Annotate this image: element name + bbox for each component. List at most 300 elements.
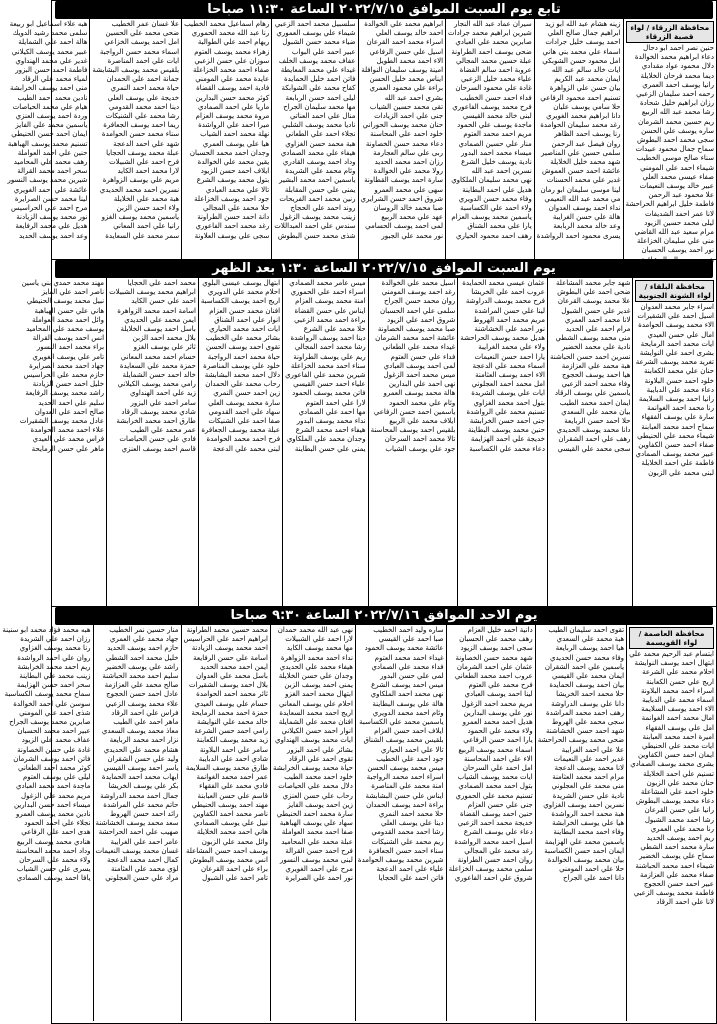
candidate-name: امينة يوسف سليمان النوافلة xyxy=(361,66,444,75)
candidate-name: عبير احمد حسن الحجوج xyxy=(643,880,714,889)
candidate-name: عبير محمد يوسف الكيلاني xyxy=(11,47,88,56)
candidate-name: الاء احمد محمد الطويل xyxy=(376,56,444,65)
candidate-name: عبير محمد يوسف الصمادي xyxy=(635,450,714,459)
candidate-name: عامر احمد علي الغرايبة xyxy=(110,837,179,846)
candidate-name: سهى علي محمد العمرو xyxy=(374,185,444,194)
candidate-name: رغد محمد احمد الفاعوري xyxy=(195,222,270,231)
candidate-name: صهيب علي احمد الحراحشة xyxy=(98,828,179,837)
candidate-name: شهد محمد حسن الخصاونة xyxy=(455,653,533,662)
candidate-name: عبلة محمد يوسف الحجايا xyxy=(106,148,180,157)
candidate-name: سعد محمد يوسف الخشاشنة xyxy=(95,819,179,828)
candidate-name: رحاب محمد علي الحمدان xyxy=(205,380,281,389)
candidate-name: هديل احمد محمد العمرو xyxy=(462,718,533,727)
candidate-name: كوثر محمد حسن البدارين xyxy=(195,93,270,102)
candidate-name: فرح احمد علي الشبيلات xyxy=(109,158,180,167)
candidate-name: ايناس علي حسن القضاة xyxy=(294,306,366,315)
candidate-name: دانة احمد حسن الطراونة xyxy=(197,213,270,222)
candidate-name: سماح علي يوسف الخضير xyxy=(639,852,714,861)
candidate-name: ياسر احمد يوسف القيسي xyxy=(103,764,179,773)
candidate-name: فاتن احمد خليل الحمايدة xyxy=(283,75,356,84)
names-column xyxy=(535,625,626,1021)
candidate-name: تقى محمد حسين الشياب xyxy=(369,102,444,111)
candidate-name: عايدة محمد علي المومني xyxy=(195,75,270,84)
candidate-name: فادي علي حسن الحياصات xyxy=(119,435,196,444)
candidate-name: عائشة علي احمد الغويري xyxy=(13,185,88,194)
names-column xyxy=(198,278,282,606)
candidate-name: سوزان علي حسن الزعبي xyxy=(194,56,270,65)
candidate-name: هالة محمد يوسف العمرو xyxy=(383,389,456,398)
candidate-name: ريهام احمد علي الطوالبة xyxy=(197,38,270,47)
candidate-name: طارق محمد يوسف السلايمة xyxy=(185,764,268,773)
candidate-name: سناء احمد حسن الجعافرة xyxy=(368,846,444,855)
candidate-name: فاتن محمد يوسف الحمود xyxy=(292,389,366,398)
candidate-name: رانيا علي احمد المعاني xyxy=(113,222,180,231)
candidate-name: اسماء محمد حسن الرواجبة xyxy=(99,47,180,56)
candidate-name: نجلاء علي احمد الحمود xyxy=(24,819,91,828)
candidate-name: غدير علي محمد الهنداوي xyxy=(15,56,88,65)
names-column xyxy=(181,625,270,1021)
candidate-name: فراس محمد علي العيدي xyxy=(32,435,105,444)
candidate-name: رشا محمد عبد الله الربيع xyxy=(641,108,714,117)
candidate-name: لارا احمد علي الشبيلات xyxy=(285,635,353,644)
candidate-name: هيفاء محمد علي الحديدي xyxy=(279,662,353,671)
candidate-name: فرح احمد محمد الحوامدة xyxy=(206,435,281,444)
candidate-name: لمى احمد يوسف العبادي xyxy=(383,361,456,370)
candidate-name: صبا محمد خالد الروسان xyxy=(373,204,444,213)
candidate-name: نداء احمد يوسف العدوان xyxy=(548,204,621,213)
candidate-name: لانا علي احمد الرقاد xyxy=(656,898,714,907)
candidate-name: نبيل محمد يوسف الحنيطي xyxy=(26,297,105,306)
candidate-name: تقوى احمد يوسف الحسن xyxy=(205,343,281,352)
candidate-name: رغد محمد علي المجالي xyxy=(464,846,533,855)
candidate-name: ياسمين محمد علي الهزايمة xyxy=(544,837,625,846)
candidate-name: مروة محمد يوسف العزام xyxy=(195,112,270,121)
candidate-name: وفاء محمد حسن الحديدي xyxy=(549,653,625,662)
candidate-name: ايات محمد يوسف الهنداوي xyxy=(275,736,353,745)
names-column xyxy=(445,19,534,259)
candidate-name: احمد محمد يوسف الزيادنة xyxy=(191,644,268,653)
candidate-name: اسامة احمد محمد الزواهرة xyxy=(117,306,196,315)
candidate-name: وعد خالد محمد الربابعة xyxy=(553,222,621,231)
candidate-name: الاء محمد يوسف الحوامدة xyxy=(638,321,714,330)
names-column xyxy=(626,625,716,1021)
candidate-name: شيماء احمد علي المومني xyxy=(640,163,714,172)
candidate-name: نور احمد علي الخشاشنة xyxy=(474,325,545,334)
candidate-name: نادين محمد يوسف العمرو xyxy=(15,810,91,819)
candidate-name: عادل محمد يوسف الشقيرات xyxy=(19,417,105,426)
candidate-name: اريج احمد محمد السعايدة xyxy=(279,708,353,717)
candidate-name: جود علي يوسف الشياب xyxy=(385,444,456,453)
candidate-name: اسماء محمد علي الدعجة xyxy=(472,361,545,370)
candidate-name: سارة علي يوسف الفقهاء xyxy=(641,413,714,422)
candidate-name: عهد علي محمد الربيع xyxy=(381,213,444,222)
candidate-name: دانا احمد علي الجراح xyxy=(563,874,625,883)
candidate-name: جمال احمد محمد الدراوشة xyxy=(100,791,179,800)
candidate-name: تسنيم احمد محمود الرفاعي xyxy=(540,93,621,102)
candidate-name: سهاد علي احمد القدومي xyxy=(208,407,281,416)
candidate-name: ماريا علي احمد الصمادي xyxy=(197,102,270,111)
candidate-name: هيا احمد يوسف الربايعة xyxy=(555,644,625,653)
candidate-name: هديل علي احمد البطاينة xyxy=(462,185,532,194)
candidate-name: مريم علي يوسف الزواهرة xyxy=(102,176,180,185)
candidate-name: عبير خالد يوسف النعيمات xyxy=(639,182,714,191)
candidate-name: اسامة علي حسن الرفايعة xyxy=(193,653,268,662)
candidate-name: زيد محمد يوسف الكعابنة xyxy=(196,736,268,745)
candidate-name: لمى علي حسن البدور xyxy=(380,672,444,681)
candidate-name: منى محمد علي العجلوني xyxy=(551,782,625,791)
candidate-name: خالد محمد علي النوايشة xyxy=(197,718,268,727)
candidate-name: حلا محمد علي المجالي xyxy=(202,204,270,213)
candidate-name: ميساء محمد احمد البدور xyxy=(460,148,532,157)
candidate-name: سلسبيل محمد احمد الزعبي xyxy=(274,20,356,28)
candidate-name: رشا محمد علي الشنيكات xyxy=(105,112,180,121)
candidate-name: ميرا احمد علي الرواشدة xyxy=(198,121,270,130)
candidate-name: لينا محمد حسن الصرايرة xyxy=(14,194,88,203)
candidate-name: براء علي احمد القرعان xyxy=(200,865,268,874)
candidate-name: دينا احمد يوسف الرواشدة xyxy=(290,334,366,343)
candidate-name: ايات محمد احمد الرمايحة xyxy=(640,339,714,348)
candidate-name: كمال احمد محمد الدعجة xyxy=(107,856,179,865)
candidate-name: عفاف محمد يوسف الخلف xyxy=(278,56,356,65)
candidate-name: ايمن احمد محمد الحديد xyxy=(200,662,268,671)
candidate-name: عفاف محمد علي الزيود xyxy=(21,736,91,745)
candidate-name: الاء احمد يوسف العثامنة xyxy=(475,371,545,380)
candidate-name: زينب محمد علي البطاينة xyxy=(19,672,91,681)
candidate-name: غيداء محمد علي الطعاني xyxy=(382,343,456,352)
candidate-name: بتول احمد محمد الغزاوي xyxy=(473,398,545,407)
candidate-name: شيرين محمد يوسف الحوامدة xyxy=(357,856,444,865)
candidate-name: نهلة محمد احمد الشياب xyxy=(200,130,270,139)
candidate-name: دينا علي يوسف العلي xyxy=(381,819,444,828)
names-column xyxy=(270,625,355,1021)
candidate-name: رشا محمد احمد المجالي xyxy=(294,343,366,352)
candidate-name: فداء محمد علي الصمادي xyxy=(371,662,444,671)
candidate-name: اسيل احمد علي الشقيرات xyxy=(637,312,714,321)
names-column xyxy=(18,278,106,606)
candidate-name: هيام علي محمد الحياصات xyxy=(12,102,88,111)
candidate-name: هيا علي يوسف الخرابشة xyxy=(552,819,625,828)
candidate-name: وجدان محمد علي الملكاوي xyxy=(286,435,366,444)
candidate-name: لارا علي احمد العتوم xyxy=(305,398,366,407)
candidate-name: حنان محمد يوسف الحوراني xyxy=(362,121,444,130)
candidate-name: حنين احمد يوسف القضاة xyxy=(459,810,533,819)
candidate-name: صفاء احمد حسن الكفاوين xyxy=(638,441,714,450)
candidate-name: نادين محمد احمد الطيب xyxy=(17,93,88,102)
candidate-name: ابراهيم محمد علي الخوالدة xyxy=(364,20,444,28)
candidate-name: انس احمد يوسف القرالة xyxy=(32,334,105,343)
candidate-name: عائشة محمد يوسف الحمود xyxy=(364,644,444,653)
candidate-name: جود احمد يوسف الخزاعلة xyxy=(194,194,270,203)
candidate-name: ايمان محمد علي القيسي xyxy=(552,672,625,681)
candidate-name: براءة احمد محمد الزعبي xyxy=(294,315,366,324)
candidate-name: هبة محمد حسن الغزاوي xyxy=(285,139,356,148)
candidate-name: معاذ محمد يوسف السعدي xyxy=(101,727,179,736)
candidate-name: بشرى احمد عبد الله xyxy=(384,93,444,102)
candidate-name: نور احمد علي الصرايرة xyxy=(285,874,353,883)
section-banner: يوم الاحد الموافق ٢٠٢٢/٧/١٦ الساعة ٩:٣٠ صباحا xyxy=(55,607,713,625)
candidate-name: روان احمد حسن الطراونة xyxy=(457,856,533,865)
schedule-section-3 xyxy=(2,607,716,1023)
candidate-name: عائشة احمد محمد الشرمان xyxy=(375,334,456,343)
candidate-name: منى محمد يوسف الشطي xyxy=(555,334,631,343)
candidate-name: ياسمين محمد يوسف الغزو xyxy=(101,213,180,222)
candidate-name: اسراء جابر محمد العدوان xyxy=(640,303,714,311)
candidate-name: عمر محمد علي الطيب xyxy=(130,426,196,435)
candidate-name: دانا محمد يوسف الحديدي xyxy=(556,426,631,435)
candidate-name: قاسم احمد يوسف العنزي xyxy=(121,444,196,453)
candidate-name: تسنيم محمد علي الرواشدة xyxy=(466,407,545,416)
candidate-name: روان فيصل عبد الرحمن xyxy=(551,139,621,148)
candidate-name: نهى محمد سليمان الملكاوي xyxy=(451,176,532,185)
candidate-name: نور محمد علي الجبور xyxy=(381,231,444,240)
candidate-name: غدير احمد علي النعيمات xyxy=(553,754,625,763)
candidate-name: عروبة احمد سالم القضاة xyxy=(459,66,532,75)
candidate-name: نسرين احمد حسن الحباشنة xyxy=(549,352,631,361)
names-column xyxy=(446,625,535,1021)
candidate-name: خليل محمد احمد الشطي xyxy=(105,653,179,662)
candidate-name: مها احمد علي الصمادي xyxy=(298,407,366,416)
candidate-name: ريما احمد يوسف الجعافرة xyxy=(103,121,180,130)
candidate-name: نداء احمد محمد الزواهرة xyxy=(280,653,353,662)
candidate-name: نادية علي حسن الشريدة xyxy=(552,791,625,800)
candidate-name: رهف محمد علي المحاميد xyxy=(13,158,88,167)
candidate-name: الاء احمد يوسف السلايمة xyxy=(641,705,714,714)
candidate-name: هيفاء علي محمد الصمادي xyxy=(280,148,356,157)
candidate-name: هدى احمد علي الرفاعي xyxy=(21,828,91,837)
candidate-name: منار علي حسين الصمادي xyxy=(458,139,532,148)
candidate-name: رامي محمد يوسف الكيلاني xyxy=(117,380,196,389)
candidate-name: هيا احمد يوسف الحجوج xyxy=(561,371,631,380)
candidate-name: جنى احمد حسن الخرابشة xyxy=(469,417,545,426)
candidate-name: حياة محمد احمد النمري xyxy=(110,84,180,93)
candidate-name: هبة محمد علي السعدي xyxy=(556,635,625,644)
candidate-name: عادل احمد حسن الحجوج xyxy=(106,690,179,699)
candidate-name: رنين محمد احمد الفريحات xyxy=(279,194,356,203)
candidate-name: ساره وليد احمد الخطيب xyxy=(373,626,444,634)
names-grid xyxy=(19,278,716,606)
candidate-name: فداء علي حسن العتوم xyxy=(390,352,456,361)
candidate-name: خلود احمد حسن البلاونة xyxy=(644,376,714,385)
candidate-name: قاسم علي حسن العبابنة xyxy=(197,791,268,800)
candidate-name: ضحى يوسف احمد الطراونة xyxy=(451,47,532,56)
candidate-name: ياسمين احمد حسن الرفاعي xyxy=(373,407,456,416)
candidate-name: سليم علي احمد الحديد xyxy=(38,398,105,407)
names-column xyxy=(623,19,716,264)
candidate-name: سلمى محمد يوسف الخزاعلة xyxy=(448,865,533,874)
candidate-name: ايات محمد يوسف الشياب xyxy=(457,773,533,782)
candidate-name: ميس عامر محمد الصمادي xyxy=(289,279,366,287)
candidate-name: زينه هشام عبد الله ابو زيد xyxy=(545,20,621,28)
candidate-name: دانا ابراهيم محمد الغويري xyxy=(546,112,621,121)
candidate-name: شيرين محمد يوسف النسور xyxy=(7,176,88,185)
candidate-name: علا محمد يوسف القرعان xyxy=(557,297,631,306)
candidate-name: مهند محمد حمدي بني ياسين xyxy=(21,279,105,287)
candidate-name: فاطمة خليل ابراهيم الحراحشة xyxy=(625,200,714,209)
candidate-name: وائل محمد علي الزبون xyxy=(201,837,268,846)
candidate-name: ماجدة احمد محمد العبادي xyxy=(16,782,91,791)
candidate-name: حلا محمد احمد النمري xyxy=(378,810,444,819)
candidate-name: جود احمد علي الخطيب xyxy=(376,754,444,763)
candidate-name: رحمه احمد سليمان الزعبي xyxy=(636,90,714,99)
candidate-name: اسيل علي حسن الرفاعي xyxy=(369,47,444,56)
candidate-name: اسراء احمد محمد البلاونة xyxy=(640,686,714,695)
candidate-name: وئام علي محمد الحمود xyxy=(389,398,456,407)
candidate-name: سارة محمد احمد الشطي xyxy=(640,843,714,852)
candidate-name: اريج احمد يوسف الكساسبة xyxy=(200,297,281,306)
candidate-name: زين احمد يوسف الفايز xyxy=(287,800,353,809)
region-header: محافظة العاصمة / لواء القويسمة xyxy=(629,627,714,649)
schedule-section-1 xyxy=(7,1,716,264)
candidate-name: ايلاف احمد حسن الزيود xyxy=(200,167,270,176)
schedule-section-2 xyxy=(19,260,716,607)
candidate-name: نزار احمد محمد الربايعة xyxy=(109,736,179,745)
candidate-name: هالة علي حسن الغرايبة xyxy=(552,213,621,222)
exam-schedule-page xyxy=(2,0,717,1024)
candidate-name: غدير علي حسن الشبول xyxy=(561,306,631,315)
candidate-name: شهد علي احمد الدعجة xyxy=(113,139,180,148)
candidate-name: سارة محمد احمد الحنيطي xyxy=(276,810,353,819)
candidate-name: حلا علي احمد المومني xyxy=(559,865,625,874)
candidate-name: ياسمين احمد محمد البشير xyxy=(279,176,356,185)
names-column xyxy=(358,19,446,259)
candidate-name: ساره يوسف علي الحسن xyxy=(641,126,714,135)
candidate-name: ولاء محمد علي السرحان xyxy=(19,856,91,865)
candidate-name: فاتن احمد يوسف الشرمان xyxy=(13,754,91,763)
candidate-name: هبة محمد علي الخلايلة xyxy=(113,194,180,203)
candidate-name: نهى محمد احمد الملكاوي xyxy=(370,690,444,699)
candidate-name: دلال محمود عواد مقدادي xyxy=(641,62,714,71)
candidate-name: عبلة حسين محمد المجالي xyxy=(456,56,532,65)
candidate-name: تالا علي محمد العبادي xyxy=(205,185,270,194)
candidate-name: الاء علي احمد المحاسنة xyxy=(463,754,533,763)
candidate-name: احلام محمد علي الشرعة xyxy=(642,668,714,677)
candidate-name: سماح محمد يوسف الكساسبة xyxy=(4,690,91,699)
candidate-name: مها محمد يوسف الكايد xyxy=(286,644,353,653)
candidate-name: تسنيم علي احمد الخلايلة xyxy=(643,769,714,778)
candidate-name: خلود احمد محمد الطيب xyxy=(284,773,353,782)
candidate-name: رهام اسماعيل محمد الخطيب xyxy=(184,20,270,28)
candidate-name: اسيل محمد علي الخوالدة xyxy=(381,279,456,287)
candidate-name: صفا احمد علي الشنيكات xyxy=(208,417,281,426)
candidate-name: زين احمد حسن النمري xyxy=(213,389,281,398)
candidate-name: سمر محمد علي السعايدة xyxy=(105,231,180,240)
candidate-name: حازم محمد علي الحراسيس xyxy=(23,371,105,380)
candidate-name: يارا احمد حسن الرفاعي xyxy=(463,736,533,745)
candidate-name: سناء صالح موسى الخطيب xyxy=(636,154,714,163)
candidate-name: وعد احمد يوسف الحديد xyxy=(18,231,88,240)
candidate-name: صفا احمد محمد العواملة xyxy=(281,828,353,837)
candidate-name: زينب محمد يوسف الزغول xyxy=(279,213,356,222)
candidate-name: علاء احمد محمد الحوامدة xyxy=(30,426,105,435)
candidate-name: حسام احمد محمد المعاني xyxy=(120,352,196,361)
names-column xyxy=(282,278,368,606)
candidate-name: سامر احمد علي البزور xyxy=(130,398,196,407)
candidate-name: وفاء محمد احمد الزعبي xyxy=(561,380,631,389)
candidate-name: علا علي احمد الغرايبة xyxy=(561,745,625,754)
candidate-name: كفاح محمد علي الشوابكة xyxy=(281,84,356,93)
candidate-name: فاطمة علي احمد الخلايلة xyxy=(641,459,714,468)
candidate-name: هنادي محمد يوسف الربيع xyxy=(16,837,91,846)
candidate-name: هالة علي يوسف البطاينة xyxy=(372,699,444,708)
candidate-name: ولاء علي محمد الغرايبة xyxy=(478,343,545,352)
candidate-name: احمد يوسف خليل جرادات xyxy=(545,38,621,47)
candidate-name: امال محمد احمد الغوانمة xyxy=(641,714,714,723)
candidate-name: عروب احمد محمد الطعاني xyxy=(454,672,533,681)
candidate-name: سليم احمد محمد الحباشنة xyxy=(102,672,179,681)
candidate-name: شروق احمد علي الزيود xyxy=(387,315,456,324)
candidate-name: مريم محمد احمد الزغول xyxy=(461,699,533,708)
candidate-name: فرح محمد يوسف الفاعوري xyxy=(452,102,532,111)
candidate-name: صفاء احمد محمد الخزاعلة xyxy=(193,66,270,75)
candidate-name: حاتم محمد علي المراشدة xyxy=(103,800,179,809)
candidate-name: وليد علي حسن الشقران xyxy=(107,754,179,763)
candidate-name: اسراء محمد احمد القرعان xyxy=(366,38,444,47)
candidate-name: حنان محمد علي الزبون xyxy=(646,778,714,787)
candidate-name: شيماء محمد علي الحنيطي xyxy=(637,431,714,440)
candidate-name: ايات علي يوسف الشريدة xyxy=(471,389,545,398)
candidate-name: ابراهيم احمد علي الحراسيس xyxy=(183,635,268,644)
candidate-name: ايناس محمد خليل الحسن xyxy=(369,75,444,84)
candidate-name: شذى محمد حسن البطوش xyxy=(277,231,356,240)
candidate-name: ليلى احمد حسن الربابعة xyxy=(285,93,356,102)
candidate-name: سارة احمد يوسف القطاونة xyxy=(364,176,444,185)
candidate-name: سجى محمد احمد البطوش xyxy=(637,136,714,145)
candidate-name: امل علي يوسف الفقهاء xyxy=(645,723,714,732)
candidate-name: حلا احمد حسن الربايعة xyxy=(564,417,631,426)
candidate-name: شهد احمد حسن الخشاشنة xyxy=(546,727,625,736)
candidate-name: ميس محمد احمد الزغول xyxy=(383,371,456,380)
candidate-name: فرح محمد يوسف الدراوشة xyxy=(465,297,545,306)
candidate-name: بلقيس احمد يوسف المحاسنة xyxy=(370,426,456,435)
candidate-name: رهف علي احمد الشقران xyxy=(558,435,631,444)
candidate-name: رنا عبد الله محمد الحموري xyxy=(191,29,270,38)
candidate-name: اميرة احمد محمد العبابنة xyxy=(642,732,714,741)
candidate-name: جنى علي حسن العزام xyxy=(467,800,533,809)
candidate-name: يسرى محمود احمد الرواشدة xyxy=(536,231,621,240)
candidate-name: باسل احمد يوسف الخلايلة xyxy=(120,325,196,334)
candidate-name: ايمان محمد عبد الكريم xyxy=(554,75,621,84)
candidate-name: احمد خالد يوسف العلي xyxy=(375,29,444,38)
candidate-name: اسماء محمد علي الدبايبة xyxy=(642,696,714,705)
candidate-name: رهف احمد محمد المراشدة xyxy=(545,708,625,717)
candidate-name: عثمان عيسى محمد الحمايدة xyxy=(462,279,545,287)
candidate-name: دلال احمد محمد البشابشة xyxy=(204,371,281,380)
candidate-name: سحر احمد محمد القرالة xyxy=(17,167,88,176)
candidate-name: احلام محمد علي الدويري xyxy=(207,288,281,297)
candidate-name: رائد احمد حسن الهروط xyxy=(109,810,179,819)
candidate-name: خلود علي يوسف المناصرة xyxy=(203,361,281,370)
candidate-name: مريم احمد محمد العتوم xyxy=(463,130,532,139)
candidate-name: رولا محمد علي الخوالدة xyxy=(373,167,444,176)
candidate-name: وردة احمد يوسف العنزي xyxy=(15,112,88,121)
candidate-name: نور محمد يوسف الزيادنة xyxy=(16,213,88,222)
candidate-name: اسيل احمد محمد الرواشدة xyxy=(454,837,533,846)
candidate-name: بيان احمد يوسف الحمايدة xyxy=(549,681,625,690)
candidate-name: هاني احمد محمد الخلايلة xyxy=(196,828,268,837)
candidate-name: علياء علي احمد الدعجة xyxy=(376,865,444,874)
candidate-name: ايات احمد محمد الحياري xyxy=(209,325,281,334)
candidate-name: يمنى علي حسن البطاينة xyxy=(294,444,366,453)
candidate-name: رهف احمد محمود الحياري xyxy=(456,231,532,240)
candidate-name: ضحى محمد يوسف الحراحشة xyxy=(537,736,625,745)
candidate-name: عبلة محمد علي المحاميد xyxy=(281,837,353,846)
candidate-name: مي محمد عبد الله النعيمي xyxy=(544,194,621,203)
candidate-name: سامر علي احمد البلاونة xyxy=(199,745,268,754)
candidate-name: دعاء علي يوسف الشرع xyxy=(463,828,533,837)
candidate-name: سماح احمد محمد العبابنة xyxy=(641,422,714,431)
candidate-name: نداء محمد يوسف البدور xyxy=(296,417,366,426)
candidate-name: وجدان علي حسن الخلايلة xyxy=(278,672,353,681)
